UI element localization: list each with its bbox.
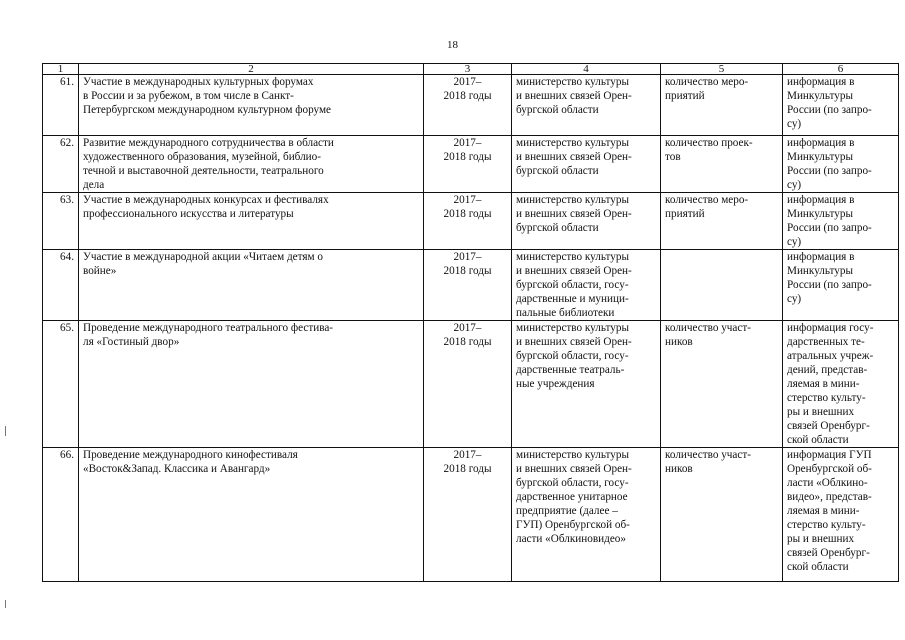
page-number: 18	[447, 39, 458, 51]
period-line: 2017–	[453, 449, 482, 461]
executor	[512, 250, 661, 321]
period-line: 2018 годы	[443, 463, 492, 475]
information-source-line: дарственных те-	[787, 336, 865, 348]
period-line: 2017–	[453, 251, 482, 263]
executor	[512, 75, 661, 136]
indicator-line: количество меро-	[665, 76, 749, 88]
row-number: 66.	[43, 448, 79, 582]
information-source	[783, 75, 899, 136]
executor-line: министерство культуры	[516, 194, 629, 206]
table-row	[43, 193, 899, 250]
indicator-line: приятий	[665, 208, 705, 220]
information-source-line: информация госу-	[787, 322, 874, 334]
information-source-line: су)	[787, 236, 802, 248]
information-source-line: связей Оренбург-	[787, 420, 870, 432]
executor-line: министерство культуры	[516, 251, 629, 263]
information-source	[783, 193, 899, 250]
column-number: 6	[783, 64, 899, 75]
row-number: 65.	[43, 321, 79, 448]
period-line: 2018 годы	[443, 90, 492, 102]
information-source-line: информация в	[787, 137, 855, 149]
row-number: 63.	[43, 193, 79, 250]
information-source-line: ласти «Облкино-	[787, 477, 868, 489]
indicator	[661, 321, 783, 448]
information-source-line: Минкультуры	[787, 265, 854, 277]
measure-name-line: Петербургском международном культурном форуме	[83, 104, 332, 116]
information-source-line: ской области	[787, 434, 849, 446]
information-source-line: ры и внешних	[787, 406, 855, 418]
information-source-line: России (по запро-	[787, 165, 872, 177]
period-line: 2017–	[453, 76, 482, 88]
executor-line: бургской области	[516, 165, 599, 177]
period-line: 2017–	[453, 194, 482, 206]
row-number: 64.	[43, 250, 79, 321]
indicator-line: ников	[665, 463, 693, 475]
executor-line: министерство культуры	[516, 449, 629, 461]
indicator-line: количество участ-	[665, 322, 751, 334]
executor-line: министерство культуры	[516, 76, 629, 88]
measure-name	[79, 136, 424, 193]
measure-name-line: «Восток&Запад. Классика и Авангард»	[83, 463, 271, 475]
information-source-line: стерство культу-	[787, 392, 866, 404]
executor	[512, 136, 661, 193]
column-number: 2	[79, 64, 424, 75]
information-source-line: ской области	[787, 561, 849, 573]
table-row	[43, 448, 899, 582]
measure-name	[79, 321, 424, 448]
table-row	[43, 136, 899, 193]
indicator-line: количество проек-	[665, 137, 753, 149]
information-source-line: ляемая в мини-	[787, 505, 860, 517]
period-line: 2017–	[453, 137, 482, 149]
executor-line: пальные библиотеки	[516, 307, 615, 319]
information-source-line: Минкультуры	[787, 90, 854, 102]
executor-line: и внешних связей Орен-	[516, 463, 632, 475]
executor-line: бургской области, госу-	[516, 279, 629, 291]
measure-name-line: художественного образования, музейной, библио-	[83, 151, 321, 163]
executor-line: ГУП) Оренбургской об-	[516, 519, 630, 531]
table-row	[43, 250, 899, 321]
information-source-line: су)	[787, 118, 802, 130]
measure-name	[79, 250, 424, 321]
indicator	[661, 448, 783, 582]
executor-line: и внешних связей Орен-	[516, 151, 632, 163]
implementation-period	[424, 75, 512, 136]
information-source-line: информация в	[787, 76, 855, 88]
executor	[512, 321, 661, 448]
indicator-line: количество меро-	[665, 194, 749, 206]
margin-mark	[5, 426, 6, 436]
column-number: 1	[43, 64, 79, 75]
measure-name-line: профессионального искусства и литературы	[83, 208, 294, 220]
indicator-line: количество участ-	[665, 449, 751, 461]
measure-name-line: Участие в международных культурных форумах	[83, 76, 314, 88]
margin-mark	[5, 600, 6, 608]
information-source-line: су)	[787, 179, 802, 191]
measure-name-line: Участие в международных конкурсах и фестивалях	[83, 194, 329, 206]
column-number: 4	[512, 64, 661, 75]
information-source-line: атральных учреж-	[787, 350, 874, 362]
measure-name-line: Проведение международного театрального фестива-	[83, 322, 334, 334]
indicator	[661, 75, 783, 136]
row-number: 62.	[43, 136, 79, 193]
table-row	[43, 321, 899, 448]
executor-line: и внешних связей Орен-	[516, 90, 632, 102]
information-source-line: России (по запро-	[787, 104, 872, 116]
implementation-period	[424, 193, 512, 250]
executor-line: бургской области	[516, 104, 599, 116]
information-source	[783, 321, 899, 448]
information-source-line: информация в	[787, 251, 855, 263]
row-number: 61.	[43, 75, 79, 136]
table-row	[43, 75, 899, 136]
measure-name-line: Развитие международного сотрудничества в области	[83, 137, 334, 149]
measure-name	[79, 75, 424, 136]
measure-name-line: в России и за рубежом, в том числе в Санкт-	[83, 90, 294, 102]
measure-name-line: Проведение международного кинофестиваля	[83, 449, 298, 461]
executor-line: министерство культуры	[516, 137, 629, 149]
information-source-line: Оренбургской об-	[787, 463, 872, 475]
executor-line: бургской области, госу-	[516, 477, 629, 489]
period-line: 2018 годы	[443, 336, 492, 348]
executor	[512, 448, 661, 582]
indicator	[661, 193, 783, 250]
executor-line: дарственное унитарное	[516, 491, 628, 503]
measure-name-line: войне»	[83, 265, 117, 277]
executor-line: и внешних связей Орен-	[516, 208, 632, 220]
information-source-line: информация ГУП	[787, 449, 872, 461]
implementation-period	[424, 136, 512, 193]
information-source-line: ляемая в мини-	[787, 378, 860, 390]
implementation-period	[424, 250, 512, 321]
period-line: 2018 годы	[443, 265, 492, 277]
information-source-line: дений, представ-	[787, 364, 868, 376]
executor-line: дарственные театраль-	[516, 364, 625, 376]
period-line: 2018 годы	[443, 208, 492, 220]
indicator	[661, 250, 783, 321]
information-source-line: су)	[787, 293, 802, 305]
information-source-line: видео», представ-	[787, 491, 872, 503]
implementation-period	[424, 321, 512, 448]
indicator	[661, 136, 783, 193]
executor-line: и внешних связей Орен-	[516, 265, 632, 277]
measure-name-line: течной и выставочной деятельности, театрального	[83, 165, 324, 177]
information-source	[783, 136, 899, 193]
information-source-line: Минкультуры	[787, 208, 854, 220]
information-source	[783, 250, 899, 321]
indicator-line: приятий	[665, 90, 705, 102]
executor-line: предприятие (далее –	[516, 505, 618, 517]
executor-line: ные учреждения	[516, 378, 595, 390]
measure-name	[79, 193, 424, 250]
column-number: 3	[424, 64, 512, 75]
executor-line: дарственные и муници-	[516, 293, 629, 305]
information-source	[783, 448, 899, 582]
measures-table	[42, 63, 899, 582]
information-source-line: России (по запро-	[787, 279, 872, 291]
information-source-line: связей Оренбург-	[787, 547, 870, 559]
column-number-row	[43, 64, 899, 75]
measure-name-line: ля «Гостиный двор»	[83, 336, 180, 348]
executor-line: министерство культуры	[516, 322, 629, 334]
period-line: 2017–	[453, 322, 482, 334]
executor-line: и внешних связей Орен-	[516, 336, 632, 348]
executor	[512, 193, 661, 250]
information-source-line: стерство культу-	[787, 519, 866, 531]
indicator-line: ников	[665, 336, 693, 348]
information-source-line: России (по запро-	[787, 222, 872, 234]
information-source-line: Минкультуры	[787, 151, 854, 163]
measure-name	[79, 448, 424, 582]
executor-line: бургской области	[516, 222, 599, 234]
column-number: 5	[661, 64, 783, 75]
information-source-line: информация в	[787, 194, 855, 206]
executor-line: ласти «Облкиновидео»	[516, 533, 626, 545]
measure-name-line: дела	[83, 179, 105, 191]
executor-line: бургской области, госу-	[516, 350, 629, 362]
implementation-period	[424, 448, 512, 582]
indicator-line: тов	[665, 151, 681, 163]
period-line: 2018 годы	[443, 151, 492, 163]
information-source-line: ры и внешних	[787, 533, 855, 545]
measure-name-line: Участие в международной акции «Читаем детям о	[83, 251, 323, 263]
